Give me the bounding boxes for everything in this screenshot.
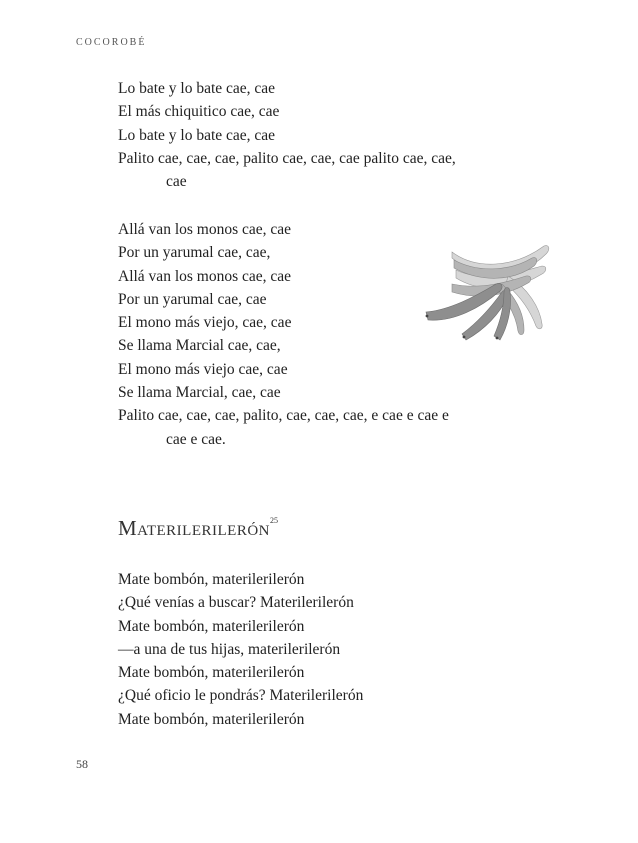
verse-line: Palito cae, cae, cae, palito, cae, cae, cae, e cae e cae e — [118, 407, 449, 425]
verse-line: ¿Qué venías a buscar? Materilerilerón — [118, 594, 354, 612]
running-head: COCOROBÉ — [76, 37, 147, 48]
verse-line: —a una de tus hijas, materilerilerón — [118, 640, 341, 658]
verse-line: Mate bombón, materilerilerón — [118, 617, 305, 635]
section-title-text: Materilerilerón — [118, 516, 270, 540]
verse-line: Mate bombón, materilerilerón — [118, 710, 305, 728]
verse-line-continuation: cae — [166, 173, 187, 191]
verse-line: Palito cae, cae, cae, palito cae, cae, cae palito cae, cae, — [118, 149, 456, 167]
verse-line: ¿Qué oficio le pondrás? Materilerilerón — [118, 687, 364, 705]
banana-tip — [426, 315, 429, 318]
verse-line: Allá van los monos cae, cae — [118, 267, 292, 285]
stanza-2 — [118, 218, 449, 451]
page-number: 58 — [76, 757, 88, 771]
banana-tip — [463, 336, 466, 339]
verse-line-continuation: cae e cae. — [166, 430, 226, 448]
verse-line: Mate bombón, materilerilerón — [118, 571, 305, 588]
verse-line: Lo bate y lo bate cae, cae — [118, 126, 276, 144]
verse-line: El más chiquitico cae, cae — [118, 103, 280, 121]
section-title — [118, 516, 278, 541]
banana-bunch-icon — [416, 240, 558, 346]
verse-line: Allá van los monos cae, cae — [118, 221, 292, 238]
stanza-3 — [118, 568, 363, 731]
verse-line: Se llama Marcial cae, cae, — [118, 337, 281, 355]
verse-line: El mono más viejo, cae, cae — [118, 314, 292, 332]
footnote-marker: 25 — [270, 516, 278, 525]
banana-tip — [496, 337, 499, 340]
stanza-1 — [118, 77, 456, 193]
verse-line: Por un yarumal cae, cae — [118, 290, 267, 308]
verse-line: Se llama Marcial, cae, cae — [118, 384, 281, 402]
verse-line: Por un yarumal cae, cae, — [118, 244, 271, 262]
verse-line: El mono más viejo cae, cae — [118, 360, 288, 378]
verse-line: Mate bombón, materilerilerón — [118, 664, 305, 682]
verse-line: Lo bate y lo bate cae, cae — [118, 80, 276, 97]
